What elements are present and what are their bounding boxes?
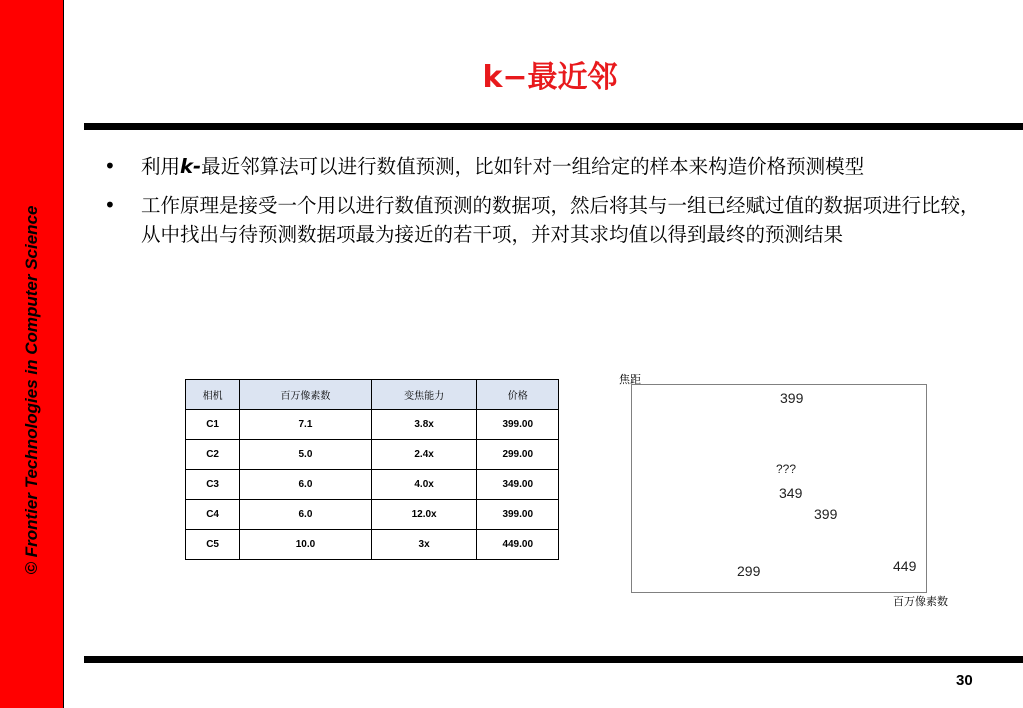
table-header: 价格	[477, 380, 559, 410]
table-cell: C4	[186, 500, 240, 530]
plot-x-label: 百万像素数	[893, 595, 948, 608]
table-row	[186, 470, 559, 500]
table-cell: 299.00	[477, 440, 559, 470]
table-cell: 349.00	[477, 470, 559, 500]
plot-query-point-label: ???	[776, 462, 797, 476]
bullet-list	[104, 152, 989, 259]
bullet-item	[104, 191, 989, 249]
table-header: 百万像素数	[240, 380, 372, 410]
table-cell: 399.00	[477, 410, 559, 440]
bullet-prefix: 利用	[141, 155, 181, 178]
plot-point-label: 399	[814, 506, 838, 522]
table-cell: 449.00	[477, 530, 559, 560]
table-header-row	[186, 380, 559, 410]
table-row	[186, 410, 559, 440]
plot-point-label: 449	[893, 558, 917, 574]
bullet-rest: 最近邻算法可以进行数值预测，比如针对一组给定的样本来构造价格预测模型	[201, 155, 865, 178]
table-row	[186, 530, 559, 560]
table-cell: C1	[186, 410, 240, 440]
sidebar	[0, 0, 64, 708]
bullet-dot: •	[104, 193, 116, 217]
top-divider	[84, 123, 1023, 130]
bottom-divider	[84, 656, 1023, 663]
table-cell: 399.00	[477, 500, 559, 530]
bullet-text: 工作原理是接受一个用以进行数值预测的数据项，然后将其与一组已经赋过值的数据项进行比较，从中找出与待预测数据项最为接近的若干项，并对其求均值以得到最终的预测结果	[141, 194, 980, 246]
table-cell: 12.0x	[371, 500, 477, 530]
table-row	[186, 500, 559, 530]
bullet-item	[104, 152, 989, 181]
table-header: 变焦能力	[371, 380, 477, 410]
table-cell: 3x	[371, 530, 477, 560]
table-cell: 6.0	[240, 500, 372, 530]
plot-point-label: 349	[779, 485, 803, 501]
sidebar-copyright-text: © Frontier Technologies in Computer Science	[22, 205, 41, 575]
table-cell: C2	[186, 440, 240, 470]
plot-point-label: 299	[737, 563, 761, 579]
page-number: 30	[956, 672, 973, 689]
table-cell: 2.4x	[371, 440, 477, 470]
table-cell: 7.1	[240, 410, 372, 440]
table-cell: C3	[186, 470, 240, 500]
bullet-emphasis: k-	[180, 155, 202, 178]
slide-title: k−最近邻	[482, 60, 618, 95]
table-cell: 10.0	[240, 530, 372, 560]
table-cell: 5.0	[240, 440, 372, 470]
plot-point-label: 399	[780, 390, 804, 406]
plot-y-label: 焦距	[619, 373, 641, 386]
table-cell: 6.0	[240, 470, 372, 500]
table-row	[186, 440, 559, 470]
bullet-text	[141, 152, 989, 181]
table-header: 相机	[186, 380, 240, 410]
table-cell: C5	[186, 530, 240, 560]
table-cell: 3.8x	[371, 410, 477, 440]
table-cell: 4.0x	[371, 470, 477, 500]
camera-table	[185, 379, 559, 560]
bullet-dot: •	[104, 154, 116, 178]
